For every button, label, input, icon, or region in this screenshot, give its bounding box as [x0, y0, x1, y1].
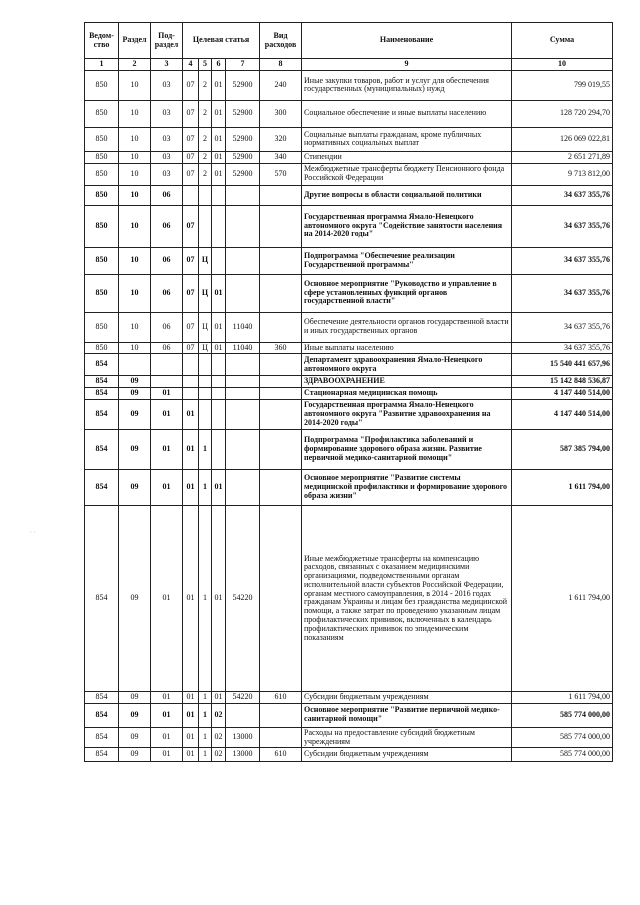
cell-c7: 52900 [226, 100, 260, 127]
cell-sum: 4 147 440 514,00 [512, 399, 613, 429]
cell-vid [260, 312, 302, 342]
cell-c6: 01 [212, 312, 226, 342]
cell-podrazdel: 01 [151, 429, 183, 469]
cell-sum: 34 637 355,76 [512, 342, 613, 354]
cell-c5 [199, 399, 212, 429]
cell-name: Иные закупки товаров, работ и услуг для обеспечения государственных (муниципальных) нужд [302, 70, 512, 100]
cell-podrazdel [151, 354, 183, 376]
cell-c6: 02 [212, 703, 226, 727]
cell-vid [260, 703, 302, 727]
cell-razdel: 10 [119, 70, 151, 100]
cell-razdel: 10 [119, 127, 151, 151]
cell-sum: 34 637 355,76 [512, 312, 613, 342]
cell-vid [260, 429, 302, 469]
cell-c5: 1 [199, 691, 212, 703]
cell-c5 [199, 376, 212, 388]
cell-ved: 850 [85, 205, 119, 247]
cell-name: Расходы на предоставление субсидий бюджетным учреждениям [302, 727, 512, 748]
cell-podrazdel: 01 [151, 388, 183, 400]
cell-podrazdel: 06 [151, 312, 183, 342]
cell-name: Социальные выплаты гражданам, кроме публичных нормативных социальных выплат [302, 127, 512, 151]
col-number: 3 [151, 59, 183, 71]
cell-name: Государственная программа Ямало-Ненецкого автономного округа "Развитие здравоохранения на 2014-2020 годы" [302, 399, 512, 429]
table-row [85, 469, 613, 505]
cell-ved: 854 [85, 388, 119, 400]
header-podrazdel: Под-раздел [151, 23, 183, 59]
cell-podrazdel: 01 [151, 399, 183, 429]
header-naim: Наименование [302, 23, 512, 59]
cell-vid: 340 [260, 151, 302, 163]
cell-c4: 07 [183, 274, 199, 312]
cell-c5: 1 [199, 727, 212, 748]
cell-c7 [226, 429, 260, 469]
cell-razdel: 09 [119, 691, 151, 703]
cell-podrazdel: 01 [151, 748, 183, 762]
cell-c6: 01 [212, 100, 226, 127]
col-number: 4 [183, 59, 199, 71]
cell-podrazdel: 01 [151, 505, 183, 691]
table-row [85, 163, 613, 185]
cell-c5: 1 [199, 505, 212, 691]
cell-podrazdel: 06 [151, 247, 183, 274]
cell-c7 [226, 376, 260, 388]
col-number: 7 [226, 59, 260, 71]
cell-vid: 240 [260, 70, 302, 100]
cell-podrazdel: 06 [151, 274, 183, 312]
table-row [85, 127, 613, 151]
margin-scan-mark: · · [30, 530, 36, 536]
cell-sum: 34 637 355,76 [512, 274, 613, 312]
cell-c4: 07 [183, 342, 199, 354]
cell-razdel: 09 [119, 748, 151, 762]
cell-sum: 15 142 848 536,87 [512, 376, 613, 388]
cell-c6: 02 [212, 727, 226, 748]
cell-sum: 34 637 355,76 [512, 205, 613, 247]
cell-c5: 2 [199, 151, 212, 163]
header-summa: Сумма [512, 23, 613, 59]
cell-razdel: 09 [119, 469, 151, 505]
cell-c4: 07 [183, 127, 199, 151]
cell-c4 [183, 388, 199, 400]
cell-c7: 13000 [226, 748, 260, 762]
cell-podrazdel: 06 [151, 205, 183, 247]
cell-vid [260, 376, 302, 388]
cell-c6: 01 [212, 127, 226, 151]
cell-c5: 1 [199, 748, 212, 762]
cell-name: Межбюджетные трансферты бюджету Пенсионного фонда Российской Федерации [302, 163, 512, 185]
cell-ved: 850 [85, 100, 119, 127]
cell-sum: 587 385 794,00 [512, 429, 613, 469]
cell-c4: 07 [183, 100, 199, 127]
cell-sum: 34 637 355,76 [512, 185, 613, 205]
cell-podrazdel: 06 [151, 185, 183, 205]
cell-c7 [226, 703, 260, 727]
col-number: 6 [212, 59, 226, 71]
cell-c6 [212, 399, 226, 429]
cell-ved: 850 [85, 127, 119, 151]
col-number: 8 [260, 59, 302, 71]
table-row [85, 748, 613, 762]
cell-c6: 01 [212, 70, 226, 100]
cell-c7 [226, 469, 260, 505]
cell-c4 [183, 354, 199, 376]
cell-razdel: 09 [119, 429, 151, 469]
cell-c5: 2 [199, 127, 212, 151]
cell-podrazdel: 03 [151, 127, 183, 151]
table-row [85, 247, 613, 274]
table-row [85, 691, 613, 703]
cell-c6 [212, 354, 226, 376]
cell-razdel: 10 [119, 100, 151, 127]
cell-c4: 07 [183, 163, 199, 185]
cell-name: Субсидии бюджетным учреждениям [302, 691, 512, 703]
cell-c5: 2 [199, 100, 212, 127]
cell-c7: 11040 [226, 312, 260, 342]
cell-c5: Ц [199, 274, 212, 312]
table-row [85, 205, 613, 247]
cell-razdel: 09 [119, 703, 151, 727]
col-number: 5 [199, 59, 212, 71]
cell-c5: 1 [199, 703, 212, 727]
cell-name: Иные выплаты населению [302, 342, 512, 354]
cell-c6: 01 [212, 691, 226, 703]
cell-c7: 52900 [226, 163, 260, 185]
cell-c4: 07 [183, 70, 199, 100]
cell-c6 [212, 429, 226, 469]
cell-podrazdel: 03 [151, 163, 183, 185]
cell-c4: 01 [183, 469, 199, 505]
cell-name: Стипендии [302, 151, 512, 163]
cell-ved: 850 [85, 163, 119, 185]
table-row [85, 151, 613, 163]
col-number: 1 [85, 59, 119, 71]
cell-vid [260, 185, 302, 205]
cell-ved: 854 [85, 376, 119, 388]
cell-c7: 54220 [226, 505, 260, 691]
cell-razdel: 10 [119, 247, 151, 274]
cell-sum: 799 019,55 [512, 70, 613, 100]
cell-c6 [212, 247, 226, 274]
cell-c4: 01 [183, 691, 199, 703]
cell-vid: 320 [260, 127, 302, 151]
cell-c7 [226, 274, 260, 312]
cell-ved: 854 [85, 703, 119, 727]
cell-razdel: 09 [119, 727, 151, 748]
cell-sum: 585 774 000,00 [512, 727, 613, 748]
table-row [85, 376, 613, 388]
cell-name: Государственная программа Ямало-Ненецкого автономного округа "Содействие занятости населения на 2014-2020 годы" [302, 205, 512, 247]
cell-name: Основное мероприятие "Развитие первичной медико-санитарной помощи" [302, 703, 512, 727]
cell-sum: 1 611 794,00 [512, 469, 613, 505]
cell-sum: 9 713 812,00 [512, 163, 613, 185]
header-razdel: Раздел [119, 23, 151, 59]
cell-c7: 13000 [226, 727, 260, 748]
cell-name: Иные межбюджетные трансферты на компенсацию расходов, связанных с оказанием медицинскими организациями, подведомственными органам исполнительной власти субъектов Российской Федерации, органам местного самоуправления, в 2014 - 2016 годах гражданам Украины и лицам без гражданства медицинской помощи, а также затрат по проведению указанным лицам профилактических прививок, включенных в календарь профилактических прививок по эпидемическим показаниям [302, 505, 512, 691]
cell-name: Обеспечение деятельности органов государственной власти и иных государственных органов [302, 312, 512, 342]
cell-c5: Ц [199, 312, 212, 342]
cell-razdel: 10 [119, 185, 151, 205]
cell-c5 [199, 205, 212, 247]
cell-razdel: 10 [119, 312, 151, 342]
table-body [85, 70, 613, 762]
cell-c5: 2 [199, 163, 212, 185]
cell-name: Основное мероприятие "Развитие системы медицинской профилактики и формирование здорового образа жизни" [302, 469, 512, 505]
table-row [85, 727, 613, 748]
cell-ved: 850 [85, 185, 119, 205]
cell-vid: 610 [260, 691, 302, 703]
cell-razdel: 10 [119, 205, 151, 247]
cell-podrazdel: 06 [151, 342, 183, 354]
cell-vid [260, 388, 302, 400]
cell-razdel: 09 [119, 376, 151, 388]
cell-c4 [183, 185, 199, 205]
cell-c6: 02 [212, 748, 226, 762]
table-row [85, 342, 613, 354]
cell-ved: 854 [85, 691, 119, 703]
table-row [85, 505, 613, 691]
table-row [85, 388, 613, 400]
cell-c5: Ц [199, 247, 212, 274]
cell-c4: 01 [183, 748, 199, 762]
table-row [85, 100, 613, 127]
cell-c6: 01 [212, 469, 226, 505]
cell-c7 [226, 247, 260, 274]
cell-name: Субсидии бюджетным учреждениям [302, 748, 512, 762]
cell-c6: 01 [212, 342, 226, 354]
cell-vid [260, 247, 302, 274]
cell-c7: 52900 [226, 127, 260, 151]
cell-c4: 01 [183, 429, 199, 469]
cell-c4: 07 [183, 312, 199, 342]
cell-c7 [226, 388, 260, 400]
cell-vid [260, 399, 302, 429]
cell-podrazdel: 01 [151, 703, 183, 727]
cell-vid [260, 274, 302, 312]
table-row [85, 70, 613, 100]
cell-podrazdel: 03 [151, 151, 183, 163]
cell-vid [260, 469, 302, 505]
cell-ved: 854 [85, 505, 119, 691]
cell-ved: 850 [85, 342, 119, 354]
cell-c7: 11040 [226, 342, 260, 354]
cell-name: Основное мероприятие "Руководство и управление в сфере установленных функций органов государственной власти" [302, 274, 512, 312]
cell-c4: 01 [183, 703, 199, 727]
cell-sum: 4 147 440 514,00 [512, 388, 613, 400]
cell-razdel: 09 [119, 388, 151, 400]
cell-ved: 854 [85, 748, 119, 762]
table-row [85, 429, 613, 469]
cell-razdel: 09 [119, 399, 151, 429]
table-row [85, 703, 613, 727]
cell-c7: 52900 [226, 151, 260, 163]
cell-c6 [212, 388, 226, 400]
cell-vid [260, 205, 302, 247]
cell-name: Социальное обеспечение и иные выплаты населению [302, 100, 512, 127]
cell-c7 [226, 354, 260, 376]
cell-sum: 1 611 794,00 [512, 691, 613, 703]
cell-c4 [183, 376, 199, 388]
cell-name: Подпрограмма "Обеспечение реализации Государственной программы" [302, 247, 512, 274]
cell-vid: 360 [260, 342, 302, 354]
cell-podrazdel: 03 [151, 70, 183, 100]
cell-podrazdel: 01 [151, 469, 183, 505]
cell-c5 [199, 354, 212, 376]
cell-c7 [226, 185, 260, 205]
cell-c5 [199, 388, 212, 400]
cell-c4: 07 [183, 151, 199, 163]
cell-c7 [226, 205, 260, 247]
cell-c5 [199, 185, 212, 205]
cell-razdel: 10 [119, 151, 151, 163]
cell-sum: 15 540 441 657,96 [512, 354, 613, 376]
table-row [85, 354, 613, 376]
cell-ved: 854 [85, 469, 119, 505]
cell-razdel [119, 354, 151, 376]
cell-c4: 01 [183, 727, 199, 748]
cell-ved: 850 [85, 247, 119, 274]
cell-ved: 850 [85, 312, 119, 342]
cell-podrazdel [151, 376, 183, 388]
table-row [85, 399, 613, 429]
cell-c7: 54220 [226, 691, 260, 703]
cell-ved: 854 [85, 727, 119, 748]
cell-c6 [212, 185, 226, 205]
cell-razdel: 09 [119, 505, 151, 691]
col-number: 2 [119, 59, 151, 71]
cell-sum: 2 651 271,89 [512, 151, 613, 163]
cell-ved: 854 [85, 399, 119, 429]
cell-c6 [212, 376, 226, 388]
cell-razdel: 10 [119, 274, 151, 312]
cell-name: Стационарная медицинская помощь [302, 388, 512, 400]
cell-vid [260, 354, 302, 376]
budget-table [84, 22, 613, 762]
cell-c4: 01 [183, 399, 199, 429]
cell-name: ЗДРАВООХРАНЕНИЕ [302, 376, 512, 388]
cell-podrazdel: 01 [151, 691, 183, 703]
table-row [85, 274, 613, 312]
cell-c6 [212, 205, 226, 247]
cell-sum: 585 774 000,00 [512, 748, 613, 762]
cell-c4: 07 [183, 205, 199, 247]
cell-c5: 2 [199, 70, 212, 100]
cell-c7: 52900 [226, 70, 260, 100]
cell-sum: 1 611 794,00 [512, 505, 613, 691]
cell-c6: 01 [212, 163, 226, 185]
cell-sum: 128 720 294,70 [512, 100, 613, 127]
cell-name: Департамент здравоохранения Ямало-Ненецкого автономного округа [302, 354, 512, 376]
table-row [85, 312, 613, 342]
cell-c5: 1 [199, 469, 212, 505]
budget-table-sheet [84, 22, 612, 762]
cell-c5: Ц [199, 342, 212, 354]
cell-c6: 01 [212, 505, 226, 691]
cell-c7 [226, 399, 260, 429]
cell-ved: 850 [85, 151, 119, 163]
cell-vid: 570 [260, 163, 302, 185]
cell-razdel: 10 [119, 342, 151, 354]
header-vid: Вид расходов [260, 23, 302, 59]
cell-vid: 300 [260, 100, 302, 127]
cell-name: Другие вопросы в области социальной политики [302, 185, 512, 205]
col-number: 10 [512, 59, 613, 71]
cell-vid: 610 [260, 748, 302, 762]
cell-c6: 01 [212, 151, 226, 163]
cell-podrazdel: 03 [151, 100, 183, 127]
cell-vid [260, 505, 302, 691]
cell-sum: 34 637 355,76 [512, 247, 613, 274]
table-row [85, 185, 613, 205]
cell-vid [260, 727, 302, 748]
header-celevaya: Целевая статья [183, 23, 260, 59]
cell-ved: 854 [85, 354, 119, 376]
header-ved: Ведом-ство [85, 23, 119, 59]
cell-c6: 01 [212, 274, 226, 312]
cell-sum: 126 069 022,81 [512, 127, 613, 151]
cell-name: Подпрограмма "Профилактика заболеваний и формирование здорового образа жизни. Развитие первичной медико-санитарной помощи" [302, 429, 512, 469]
cell-ved: 854 [85, 429, 119, 469]
cell-sum: 585 774 000,00 [512, 703, 613, 727]
cell-c5: 1 [199, 429, 212, 469]
cell-ved: 850 [85, 70, 119, 100]
cell-c4: 07 [183, 247, 199, 274]
cell-razdel: 10 [119, 163, 151, 185]
col-number: 9 [302, 59, 512, 71]
cell-podrazdel: 01 [151, 727, 183, 748]
cell-c4: 01 [183, 505, 199, 691]
cell-ved: 850 [85, 274, 119, 312]
